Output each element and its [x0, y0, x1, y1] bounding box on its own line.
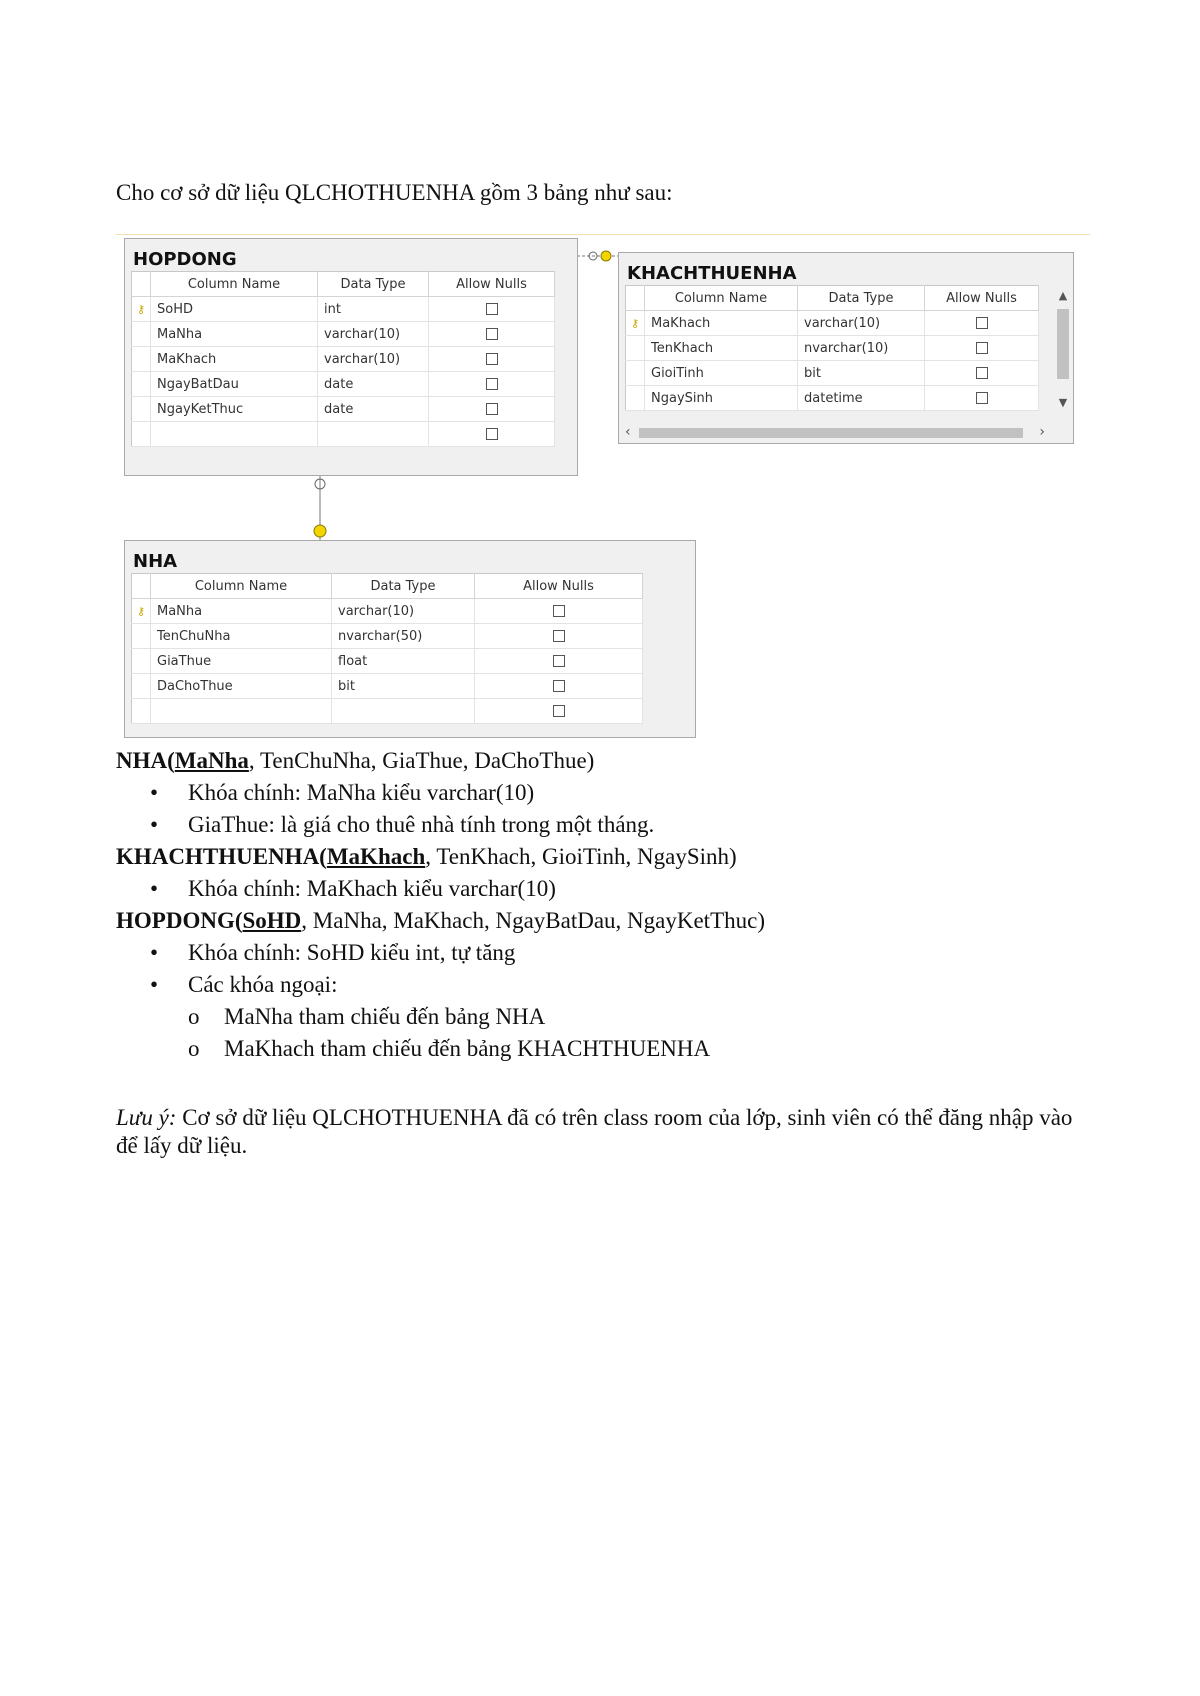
- table-row-empty[interactable]: [132, 699, 643, 724]
- column-name: NgaySinh: [645, 386, 798, 411]
- schema-rest: , MaNha, MaKhach, NgayBatDau, NgayKetThuc): [301, 908, 765, 933]
- allow-nulls-cell: [475, 674, 643, 699]
- data-type: nvarchar(10): [798, 336, 925, 361]
- pk-end-icon: [601, 251, 611, 261]
- table-row[interactable]: [132, 372, 555, 397]
- data-type: date: [318, 397, 429, 422]
- table-hopdong[interactable]: [124, 238, 578, 476]
- data-type: varchar(10): [318, 347, 429, 372]
- allow-nulls-cell: [925, 361, 1039, 386]
- table-row[interactable]: [132, 624, 643, 649]
- grid-header: [132, 272, 555, 297]
- list-item: • Khóa chính: MaKhach kiểu varchar(10): [150, 876, 556, 901]
- list-item: • Khóa chính: MaNha kiểu varchar(10): [150, 780, 535, 805]
- column-name: MaNha: [151, 599, 332, 624]
- grid-header: [626, 286, 1039, 311]
- column-name-header: Column Name: [645, 286, 798, 311]
- scroll-left-icon[interactable]: ‹: [625, 424, 631, 440]
- allow-nulls-checkbox[interactable]: [486, 403, 498, 415]
- allow-nulls-header: Allow Nulls: [429, 272, 555, 297]
- allow-nulls-cell: [429, 347, 555, 372]
- intro-text: Cho cơ sở dữ liệu QLCHOTHUENHA gồm 3 bảng như sau:: [116, 180, 673, 205]
- allow-nulls-header: Allow Nulls: [925, 286, 1039, 311]
- data-type: datetime: [798, 386, 925, 411]
- primary-key-icon: ⚷: [132, 297, 151, 322]
- table-row[interactable]: [132, 599, 643, 624]
- bullet-icon: •: [150, 876, 159, 901]
- column-name: NgayBatDau: [151, 372, 318, 397]
- list-item: • GiaThue: là giá cho thuê nhà tính trong một tháng.: [150, 812, 655, 837]
- table-row[interactable]: [132, 397, 555, 422]
- bullet-icon: •: [150, 812, 159, 837]
- note-paragraph: [116, 1104, 1096, 1160]
- table-khachthuenha[interactable]: [618, 252, 1074, 444]
- table-row[interactable]: [132, 347, 555, 372]
- sub-list-item: o MaKhach tham chiếu đến bảng KHACHTHUENHA: [188, 1036, 711, 1061]
- allow-nulls-cell: [475, 699, 643, 724]
- allow-nulls-cell: [925, 311, 1039, 336]
- table-row-empty[interactable]: [132, 422, 555, 447]
- column-name: MaNha: [151, 322, 318, 347]
- allow-nulls-checkbox[interactable]: [553, 705, 565, 717]
- sub-bullet-icon: o: [188, 1036, 200, 1061]
- schema-name: HOPDONG(: [116, 908, 243, 933]
- pk-end-icon: [314, 525, 326, 537]
- column-name: MaKhach: [645, 311, 798, 336]
- hopdong-schema: [116, 908, 765, 934]
- column-grid: [131, 573, 643, 724]
- data-type: int: [318, 297, 429, 322]
- allow-nulls-checkbox[interactable]: [976, 317, 988, 329]
- vertical-scrollbar[interactable]: [1055, 289, 1071, 409]
- allow-nulls-checkbox[interactable]: [976, 367, 988, 379]
- list-item: • Khóa chính: SoHD kiểu int, tự tăng: [150, 940, 516, 965]
- column-name: SoHD: [151, 297, 318, 322]
- allow-nulls-checkbox[interactable]: [486, 303, 498, 315]
- allow-nulls-cell: [429, 322, 555, 347]
- table-row[interactable]: [626, 386, 1039, 411]
- note-text: Cơ sở dữ liệu QLCHOTHUENHA đã có trên class room của lớp, sinh viên có thể đăng nhập vào để lấy dữ liệu.: [116, 1105, 1073, 1158]
- allow-nulls-header: Allow Nulls: [475, 574, 643, 599]
- horizontal-scrollbar[interactable]: [621, 425, 1049, 441]
- allow-nulls-checkbox[interactable]: [553, 605, 565, 617]
- column-name: GiaThue: [151, 649, 332, 674]
- data-type-header: Data Type: [798, 286, 925, 311]
- allow-nulls-checkbox[interactable]: [976, 342, 988, 354]
- allow-nulls-cell: [475, 624, 643, 649]
- allow-nulls-checkbox[interactable]: [486, 378, 498, 390]
- allow-nulls-checkbox[interactable]: [486, 328, 498, 340]
- column-name-header: Column Name: [151, 272, 318, 297]
- data-type: varchar(10): [318, 322, 429, 347]
- schema-name: KHACHTHUENHA(: [116, 844, 327, 869]
- allow-nulls-cell: [475, 599, 643, 624]
- schema-key: SoHD: [242, 908, 302, 933]
- allow-nulls-checkbox[interactable]: [486, 428, 498, 440]
- column-name: TenChuNha: [151, 624, 332, 649]
- scroll-up-icon[interactable]: ▲: [1058, 289, 1068, 302]
- column-name: GioiTinh: [645, 361, 798, 386]
- data-type: bit: [798, 361, 925, 386]
- table-row[interactable]: [132, 297, 555, 322]
- column-grid: [625, 285, 1039, 411]
- data-type-header: Data Type: [332, 574, 475, 599]
- key-header: [132, 272, 151, 297]
- allow-nulls-cell: [429, 372, 555, 397]
- table-title: NHA: [133, 551, 178, 572]
- table-nha[interactable]: [124, 540, 696, 738]
- scroll-thumb[interactable]: [639, 428, 1023, 438]
- allow-nulls-cell: [925, 336, 1039, 361]
- data-type: float: [332, 649, 475, 674]
- key-header: [626, 286, 645, 311]
- bullet-icon: •: [150, 780, 159, 805]
- schema-rest: , TenKhach, GioiTinh, NgaySinh): [425, 844, 737, 869]
- allow-nulls-cell: [429, 422, 555, 447]
- allow-nulls-checkbox[interactable]: [486, 353, 498, 365]
- schema-rest: , TenChuNha, GiaThue, DaChoThue): [248, 748, 595, 773]
- data-type-header: Data Type: [318, 272, 429, 297]
- bullet-icon: •: [150, 972, 159, 997]
- scroll-down-icon[interactable]: ▼: [1058, 396, 1068, 409]
- data-type: date: [318, 372, 429, 397]
- key-header: [132, 574, 151, 599]
- scroll-right-icon[interactable]: ›: [1039, 424, 1045, 440]
- table-row[interactable]: [626, 311, 1039, 336]
- table-row[interactable]: [626, 361, 1039, 386]
- data-type: nvarchar(50): [332, 624, 475, 649]
- note-label: Lưu ý:: [116, 1105, 177, 1130]
- column-grid: [131, 271, 555, 447]
- allow-nulls-checkbox[interactable]: [553, 630, 565, 642]
- list-item: • Các khóa ngoại:: [150, 972, 338, 997]
- table-row[interactable]: [132, 322, 555, 347]
- allow-nulls-checkbox[interactable]: [553, 680, 565, 692]
- column-name: DaChoThue: [151, 674, 332, 699]
- khachthuenha-schema: [116, 844, 737, 870]
- grid-header: [132, 574, 643, 599]
- table-title: HOPDONG: [133, 249, 237, 270]
- bullet-icon: •: [150, 940, 159, 965]
- column-name: NgayKetThuc: [151, 397, 318, 422]
- data-type: bit: [332, 674, 475, 699]
- allow-nulls-cell: [429, 297, 555, 322]
- schema-key: MaKhach: [326, 844, 426, 869]
- table-row[interactable]: [626, 336, 1039, 361]
- table-row[interactable]: [132, 674, 643, 699]
- primary-key-icon: ⚷: [626, 311, 645, 336]
- sub-list-item: o MaNha tham chiếu đến bảng NHA: [188, 1004, 546, 1029]
- allow-nulls-cell: [925, 386, 1039, 411]
- data-type: varchar(10): [798, 311, 925, 336]
- table-row[interactable]: [132, 649, 643, 674]
- schema-key: MaNha: [174, 748, 249, 773]
- allow-nulls-cell: [475, 649, 643, 674]
- table-title: KHACHTHUENHA: [627, 263, 797, 284]
- data-type: varchar(10): [332, 599, 475, 624]
- scroll-thumb[interactable]: [1057, 309, 1069, 379]
- column-name: MaKhach: [151, 347, 318, 372]
- nha-schema: [116, 748, 594, 774]
- column-name: TenKhach: [645, 336, 798, 361]
- sub-bullet-icon: o: [188, 1004, 200, 1029]
- column-name-header: Column Name: [151, 574, 332, 599]
- allow-nulls-checkbox[interactable]: [553, 655, 565, 667]
- primary-key-icon: ⚷: [132, 599, 151, 624]
- allow-nulls-cell: [429, 397, 555, 422]
- allow-nulls-checkbox[interactable]: [976, 392, 988, 404]
- schema-name: NHA(: [116, 748, 175, 773]
